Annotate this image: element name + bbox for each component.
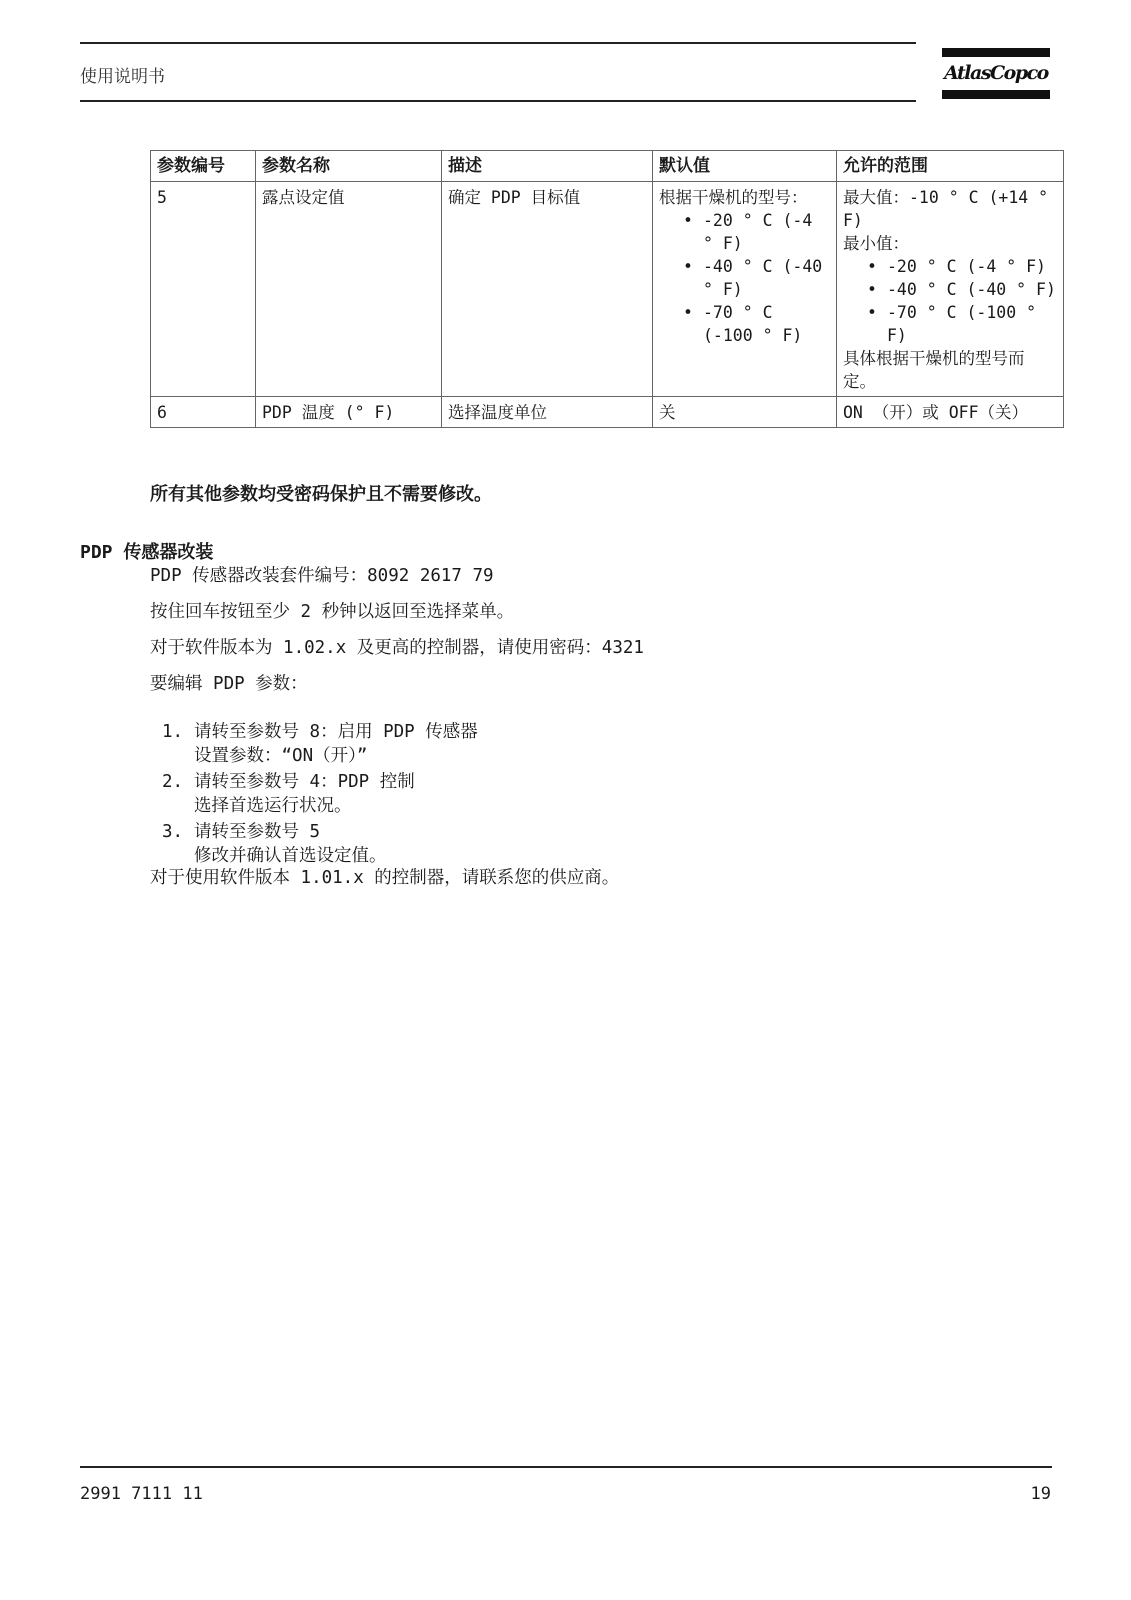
param-description: 确定 PDP 目标值 bbox=[442, 182, 653, 397]
kit-number-text: PDP 传感器改装套件编号：8092 2617 79 bbox=[150, 566, 494, 586]
list-item: • -40 ° C (-40 ° F) bbox=[843, 278, 1057, 301]
logo-wordmark: AtlasCopco bbox=[944, 62, 1048, 84]
column-header-description: 描述 bbox=[442, 151, 653, 182]
password-protection-note: 所有其他参数均受密码保护且不需要修改。 bbox=[150, 484, 492, 505]
document-number: 2991 7111 11 bbox=[80, 1484, 203, 1504]
parameter-table bbox=[150, 150, 1064, 428]
header-title: 使用说明书 bbox=[80, 67, 165, 87]
param-name: PDP 温度 (° F) bbox=[256, 397, 442, 428]
param-default: 关 bbox=[653, 397, 837, 428]
step-number: 1. bbox=[162, 722, 184, 742]
edit-intro-text: 要编辑 PDP 参数： bbox=[150, 674, 308, 694]
contact-text: 对于使用软件版本 1.01.x 的控制器，请联系您的供应商。 bbox=[150, 868, 620, 888]
param-description: 选择温度单位 bbox=[442, 397, 653, 428]
list-item bbox=[150, 770, 478, 818]
logo-top-bar bbox=[942, 48, 1050, 57]
list-item: • -70 ° C (-100 ° F) bbox=[659, 301, 830, 347]
param-name: 露点设定值 bbox=[256, 182, 442, 397]
page-number: 19 bbox=[1030, 1484, 1051, 1504]
list-item bbox=[150, 720, 478, 768]
param-range: ON （开）或 OFF（关） bbox=[837, 397, 1064, 428]
range-min-label: 最小值： bbox=[843, 234, 909, 253]
hold-enter-text: 按住回车按钮至少 2 秒钟以返回至选择菜单。 bbox=[150, 602, 515, 622]
range-min-options-list bbox=[843, 255, 1057, 347]
atlas-copco-logo bbox=[942, 48, 1050, 100]
logo-bottom-bar bbox=[942, 90, 1050, 99]
range-note: 具体根据干燥机的型号而定。 bbox=[843, 349, 1025, 391]
range-max: 最大值：-10 ° C (+14 ° F) bbox=[843, 188, 1049, 230]
step-line: 请转至参数号 4：PDP 控制 bbox=[194, 772, 415, 792]
param-number: 6 bbox=[151, 397, 256, 428]
default-intro: 根据干燥机的型号： bbox=[659, 188, 808, 207]
step-line: 选择首选运行状况。 bbox=[194, 796, 352, 816]
list-item bbox=[150, 820, 478, 868]
step-line: 修改并确认首选设定值。 bbox=[194, 846, 387, 866]
table-header-row bbox=[151, 151, 1064, 182]
param-default bbox=[653, 182, 837, 397]
step-line: 请转至参数号 8：启用 PDP 传感器 bbox=[194, 722, 478, 742]
column-header-range: 允许的范围 bbox=[837, 151, 1064, 182]
list-item: • -40 ° C (-40 ° F) bbox=[659, 255, 830, 301]
page-footer-rule bbox=[80, 1466, 1052, 1468]
password-text: 对于软件版本为 1.02.x 及更高的控制器，请使用密码：4321 bbox=[150, 638, 644, 658]
step-line: 设置参数：“ON（开）” bbox=[194, 746, 368, 766]
column-header-name: 参数名称 bbox=[256, 151, 442, 182]
param-range bbox=[837, 182, 1064, 397]
default-options-list bbox=[659, 209, 830, 347]
steps-list bbox=[150, 720, 478, 870]
column-header-number: 参数编号 bbox=[151, 151, 256, 182]
list-item: • -20 ° C (-4 ° F) bbox=[659, 209, 830, 255]
table-row bbox=[151, 397, 1064, 428]
step-line: 请转至参数号 5 bbox=[194, 822, 321, 842]
list-item: • -70 ° C (-100 ° F) bbox=[843, 301, 1057, 347]
step-number: 3. bbox=[162, 822, 184, 842]
param-number: 5 bbox=[151, 182, 256, 397]
page-header bbox=[80, 42, 916, 102]
table-row bbox=[151, 182, 1064, 397]
section-heading: PDP 传感器改装 bbox=[80, 542, 214, 563]
list-item: • -20 ° C (-4 ° F) bbox=[843, 255, 1057, 278]
column-header-default: 默认值 bbox=[653, 151, 837, 182]
step-number: 2. bbox=[162, 772, 184, 792]
